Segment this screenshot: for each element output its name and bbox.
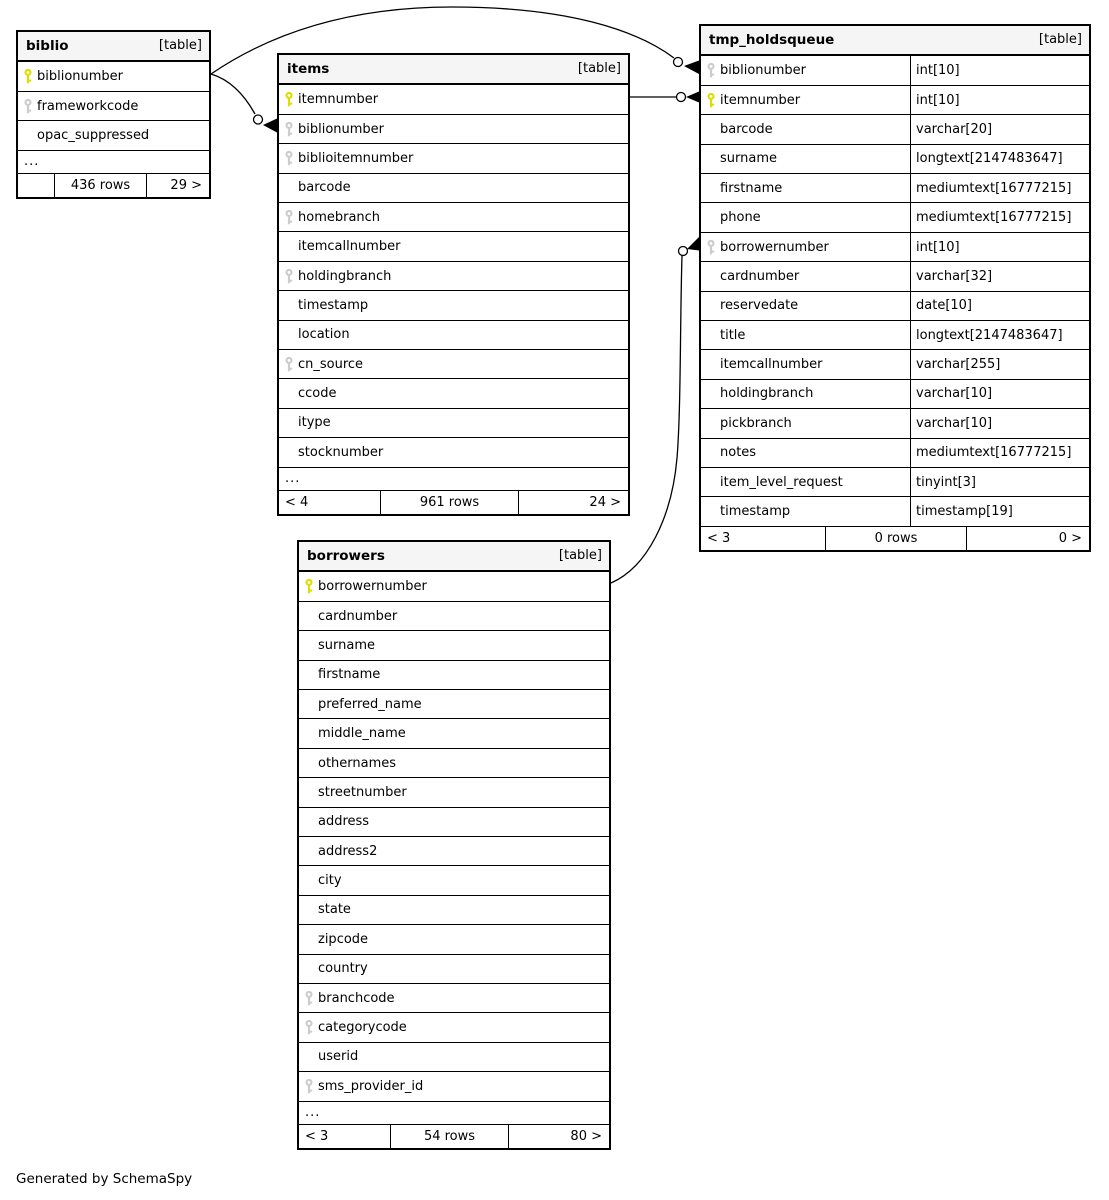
column-type: mediumtext[16777215] bbox=[910, 439, 1089, 467]
column-row-stocknumber[interactable] bbox=[279, 437, 628, 466]
column-name-cell bbox=[299, 749, 609, 777]
column-name: borrowernumber bbox=[318, 578, 427, 594]
row-count: 54 rows bbox=[390, 1125, 508, 1148]
column-row-itemcallnumber[interactable] bbox=[279, 231, 628, 260]
column-name: itemnumber bbox=[720, 92, 801, 108]
table-type-badge: [table] bbox=[577, 61, 621, 77]
column-type: int[10] bbox=[910, 56, 1089, 85]
column-name: stocknumber bbox=[298, 444, 384, 460]
table-borrowers bbox=[297, 540, 611, 1150]
column-row-country[interactable] bbox=[299, 954, 609, 983]
column-row-homebranch[interactable] bbox=[279, 202, 628, 231]
column-row-surname[interactable] bbox=[701, 144, 1089, 173]
column-name-cell bbox=[18, 121, 209, 149]
related-tables-prev[interactable]: < 4 bbox=[285, 494, 309, 510]
column-row-cardnumber[interactable] bbox=[299, 601, 609, 630]
column-name-cell bbox=[701, 262, 910, 290]
primary-key-icon bbox=[299, 578, 318, 595]
hidden-columns-ellipsis: ... bbox=[279, 467, 628, 490]
column-row-opac_suppressed[interactable] bbox=[18, 120, 209, 149]
column-row-barcode[interactable] bbox=[279, 173, 628, 202]
column-name-cell bbox=[279, 115, 628, 143]
column-name: timestamp bbox=[720, 504, 791, 520]
column-row-userid[interactable] bbox=[299, 1042, 609, 1071]
related-tables-prev[interactable] bbox=[18, 174, 54, 197]
column-row-sms_provider_id[interactable] bbox=[299, 1071, 609, 1100]
column-name: zipcode bbox=[318, 931, 369, 947]
crowfoot-marker bbox=[263, 119, 277, 133]
table-type-badge: [table] bbox=[158, 38, 202, 54]
column-name: city bbox=[318, 873, 342, 889]
column-name: frameworkcode bbox=[37, 98, 139, 114]
column-row-address[interactable] bbox=[299, 807, 609, 836]
column-name-cell bbox=[701, 468, 910, 496]
row-count: 436 rows bbox=[54, 174, 146, 197]
foreign-key-icon bbox=[701, 239, 720, 256]
column-list bbox=[279, 85, 628, 467]
column-row-biblioitemnumber[interactable] bbox=[279, 143, 628, 172]
column-name-cell bbox=[279, 262, 628, 290]
column-name: othernames bbox=[318, 755, 397, 771]
column-name-cell bbox=[701, 497, 910, 525]
primary-key-icon bbox=[18, 68, 37, 85]
column-name-cell bbox=[299, 1072, 609, 1100]
column-name: location bbox=[298, 327, 350, 343]
column-row-phone[interactable] bbox=[701, 202, 1089, 231]
column-name-cell bbox=[701, 86, 910, 114]
column-type: mediumtext[16777215] bbox=[910, 203, 1089, 231]
column-list bbox=[299, 572, 609, 1101]
column-type: int[10] bbox=[910, 86, 1089, 114]
column-name: sms_provider_id bbox=[318, 1078, 424, 1094]
column-name-cell bbox=[279, 379, 628, 407]
column-type: longtext[2147483647] bbox=[910, 145, 1089, 173]
column-type: varchar[255] bbox=[910, 350, 1089, 378]
table-header-tmp-holdsqueue[interactable] bbox=[701, 26, 1089, 56]
table-title[interactable]: items bbox=[287, 60, 330, 77]
column-list bbox=[18, 62, 209, 150]
column-name: preferred_name bbox=[318, 696, 422, 712]
foreign-key-icon bbox=[279, 209, 298, 226]
column-name-cell bbox=[701, 203, 910, 231]
table-footer bbox=[701, 526, 1089, 550]
fk-circle-marker bbox=[679, 247, 688, 256]
column-name-cell bbox=[299, 866, 609, 894]
column-name: streetnumber bbox=[318, 784, 407, 800]
column-name-cell bbox=[701, 56, 910, 85]
column-type: timestamp[19] bbox=[910, 497, 1089, 525]
table-type-badge: [table] bbox=[558, 548, 602, 564]
related-tables-next[interactable]: 29 > bbox=[146, 174, 209, 197]
column-name-cell bbox=[701, 439, 910, 467]
column-name-cell bbox=[299, 631, 609, 659]
column-type: date[10] bbox=[910, 292, 1089, 320]
column-name: itemnumber bbox=[298, 91, 379, 107]
column-name: biblioitemnumber bbox=[298, 150, 414, 166]
column-name: biblionumber bbox=[720, 62, 807, 78]
foreign-key-icon bbox=[279, 150, 298, 167]
column-name-cell bbox=[279, 438, 628, 466]
table-items bbox=[277, 53, 630, 516]
column-row-notes[interactable] bbox=[701, 438, 1089, 467]
column-row-cn_source[interactable] bbox=[279, 349, 628, 378]
fk-circle-marker bbox=[674, 58, 683, 67]
column-type: varchar[32] bbox=[910, 262, 1089, 290]
foreign-key-icon bbox=[299, 990, 318, 1007]
column-row-biblionumber[interactable] bbox=[701, 56, 1089, 85]
related-tables-prev[interactable]: < 3 bbox=[707, 530, 731, 546]
column-name-cell bbox=[299, 1013, 609, 1041]
column-name: barcode bbox=[298, 180, 351, 196]
column-type: varchar[20] bbox=[910, 115, 1089, 143]
column-name: phone bbox=[720, 210, 761, 226]
column-name: surname bbox=[720, 151, 777, 167]
foreign-key-icon bbox=[701, 62, 720, 79]
column-name-cell bbox=[701, 409, 910, 437]
column-name: holdingbranch bbox=[298, 268, 392, 284]
column-name-cell bbox=[279, 144, 628, 172]
column-row-item_level_request[interactable] bbox=[701, 467, 1089, 496]
column-row-borrowernumber[interactable] bbox=[701, 232, 1089, 261]
column-list bbox=[701, 56, 1089, 526]
column-row-cardnumber[interactable] bbox=[701, 261, 1089, 290]
primary-key-icon bbox=[701, 92, 720, 109]
column-name-cell bbox=[299, 837, 609, 865]
column-name: state bbox=[318, 902, 351, 918]
column-row-streetnumber[interactable] bbox=[299, 777, 609, 806]
column-name-cell bbox=[701, 174, 910, 202]
column-row-holdingbranch[interactable] bbox=[279, 261, 628, 290]
column-row-itemcallnumber[interactable] bbox=[701, 349, 1089, 378]
column-row-ccode[interactable] bbox=[279, 378, 628, 407]
column-name: ccode bbox=[298, 386, 337, 402]
column-row-middle_name[interactable] bbox=[299, 718, 609, 747]
column-row-itemnumber[interactable] bbox=[701, 85, 1089, 114]
column-name-cell bbox=[279, 174, 628, 202]
column-name: branchcode bbox=[318, 990, 395, 1006]
column-name: barcode bbox=[720, 121, 773, 137]
column-row-city[interactable] bbox=[299, 865, 609, 894]
column-name-cell bbox=[701, 321, 910, 349]
column-name: biblionumber bbox=[37, 68, 124, 84]
column-name: biblionumber bbox=[298, 121, 385, 137]
column-name-cell bbox=[701, 380, 910, 408]
row-count: 0 rows bbox=[825, 527, 966, 550]
foreign-key-icon bbox=[299, 1019, 318, 1036]
column-row-pickbranch[interactable] bbox=[701, 408, 1089, 437]
column-name: homebranch bbox=[298, 209, 381, 225]
column-type: mediumtext[16777215] bbox=[910, 174, 1089, 202]
column-name: country bbox=[318, 961, 368, 977]
column-name-cell bbox=[18, 92, 209, 120]
column-name: borrowernumber bbox=[720, 239, 829, 255]
related-tables-next[interactable]: 80 > bbox=[508, 1125, 609, 1148]
column-row-firstname[interactable] bbox=[299, 660, 609, 689]
column-row-address2[interactable] bbox=[299, 836, 609, 865]
column-row-timestamp[interactable] bbox=[701, 496, 1089, 525]
column-name-cell bbox=[279, 291, 628, 319]
column-name-cell bbox=[299, 925, 609, 953]
column-name-cell bbox=[299, 719, 609, 747]
fk-circle-marker bbox=[254, 115, 263, 124]
relationship-biblio-items bbox=[211, 74, 255, 114]
column-row-title[interactable] bbox=[701, 320, 1089, 349]
column-row-biblionumber[interactable] bbox=[18, 62, 209, 91]
column-row-firstname[interactable] bbox=[701, 173, 1089, 202]
table-type-badge: [table] bbox=[1038, 32, 1082, 48]
column-name: surname bbox=[318, 637, 375, 653]
column-name: cardnumber bbox=[318, 608, 398, 624]
column-name-cell bbox=[299, 955, 609, 983]
table-footer bbox=[18, 173, 209, 197]
column-name-cell bbox=[279, 85, 628, 114]
column-name: holdingbranch bbox=[720, 386, 814, 402]
column-type: varchar[10] bbox=[910, 380, 1089, 408]
column-row-branchcode[interactable] bbox=[299, 983, 609, 1012]
column-name: itemcallnumber bbox=[720, 357, 823, 373]
column-name-cell bbox=[701, 233, 910, 261]
column-name-cell bbox=[279, 203, 628, 231]
column-type: tinyint[3] bbox=[910, 468, 1089, 496]
column-name: middle_name bbox=[318, 726, 406, 742]
column-name-cell bbox=[299, 808, 609, 836]
foreign-key-icon bbox=[279, 356, 298, 373]
generated-by-note: Generated by SchemaSpy bbox=[16, 1171, 193, 1187]
column-name-cell bbox=[299, 984, 609, 1012]
column-row-barcode[interactable] bbox=[701, 114, 1089, 143]
column-row-surname[interactable] bbox=[299, 630, 609, 659]
column-name-cell bbox=[701, 145, 910, 173]
column-row-location[interactable] bbox=[279, 320, 628, 349]
table-title[interactable]: biblio bbox=[26, 37, 69, 54]
column-name-cell bbox=[299, 572, 609, 601]
table-biblio bbox=[16, 30, 211, 199]
column-row-zipcode[interactable] bbox=[299, 924, 609, 953]
column-name: notes bbox=[720, 445, 757, 461]
related-tables-prev[interactable]: < 3 bbox=[305, 1128, 329, 1144]
column-name: address2 bbox=[318, 843, 378, 859]
column-name: address bbox=[318, 814, 370, 830]
column-name-cell bbox=[701, 292, 910, 320]
table-tmp-holdsqueue bbox=[699, 24, 1091, 552]
column-type: varchar[10] bbox=[910, 409, 1089, 437]
table-title[interactable]: tmp_holdsqueue bbox=[709, 31, 835, 48]
column-row-othernames[interactable] bbox=[299, 748, 609, 777]
fk-circle-marker bbox=[677, 93, 686, 102]
table-footer bbox=[279, 490, 628, 514]
column-name: title bbox=[720, 327, 746, 343]
column-name: reservedate bbox=[720, 298, 799, 314]
column-row-biblionumber[interactable] bbox=[279, 114, 628, 143]
table-header-borrowers[interactable] bbox=[299, 542, 609, 572]
column-row-holdingbranch[interactable] bbox=[701, 379, 1089, 408]
column-name: firstname bbox=[318, 667, 381, 683]
primary-key-icon bbox=[279, 91, 298, 108]
column-name-cell bbox=[279, 409, 628, 437]
column-name-cell bbox=[701, 115, 910, 143]
column-type: int[10] bbox=[910, 233, 1089, 261]
column-name: timestamp bbox=[298, 297, 369, 313]
crowfoot-marker bbox=[687, 237, 699, 251]
column-name-cell bbox=[299, 602, 609, 630]
column-row-borrowernumber[interactable] bbox=[299, 572, 609, 601]
column-name-cell bbox=[299, 690, 609, 718]
column-name: item_level_request bbox=[720, 474, 843, 490]
crowfoot-marker bbox=[686, 92, 699, 103]
row-count: 961 rows bbox=[380, 491, 518, 514]
column-row-reservedate[interactable] bbox=[701, 291, 1089, 320]
column-row-itemnumber[interactable] bbox=[279, 85, 628, 114]
related-tables-next[interactable]: 0 > bbox=[966, 527, 1089, 550]
column-name-cell bbox=[299, 1043, 609, 1071]
table-header-biblio[interactable] bbox=[18, 32, 209, 62]
table-footer bbox=[299, 1124, 609, 1148]
column-row-preferred_name[interactable] bbox=[299, 689, 609, 718]
column-name: itemcallnumber bbox=[298, 239, 401, 255]
foreign-key-icon bbox=[279, 268, 298, 285]
hidden-columns-ellipsis: ... bbox=[299, 1101, 609, 1124]
column-name-cell bbox=[18, 62, 209, 91]
foreign-key-icon bbox=[299, 1078, 318, 1095]
column-name: categorycode bbox=[318, 1020, 407, 1036]
column-name: userid bbox=[318, 1049, 359, 1065]
related-tables-next[interactable]: 24 > bbox=[518, 491, 628, 514]
foreign-key-icon bbox=[18, 98, 37, 115]
table-title[interactable]: borrowers bbox=[307, 547, 385, 564]
hidden-columns-ellipsis: ... bbox=[18, 150, 209, 173]
column-name: opac_suppressed bbox=[37, 127, 150, 143]
column-name-cell bbox=[299, 661, 609, 689]
foreign-key-icon bbox=[279, 121, 298, 138]
column-name-cell bbox=[299, 778, 609, 806]
column-row-categorycode[interactable] bbox=[299, 1012, 609, 1041]
column-name-cell bbox=[279, 232, 628, 260]
column-name: pickbranch bbox=[720, 415, 792, 431]
column-row-itype[interactable] bbox=[279, 408, 628, 437]
crowfoot-marker bbox=[684, 61, 699, 75]
column-name: cn_source bbox=[298, 356, 364, 372]
column-name: cardnumber bbox=[720, 268, 800, 284]
column-name: firstname bbox=[720, 180, 783, 196]
column-name: itype bbox=[298, 415, 331, 431]
column-name-cell bbox=[279, 321, 628, 349]
column-row-timestamp[interactable] bbox=[279, 290, 628, 319]
column-type: longtext[2147483647] bbox=[910, 321, 1089, 349]
column-name-cell bbox=[701, 350, 910, 378]
column-row-frameworkcode[interactable] bbox=[18, 91, 209, 120]
column-name-cell bbox=[279, 350, 628, 378]
table-header-items[interactable] bbox=[279, 55, 628, 85]
column-name-cell bbox=[299, 896, 609, 924]
column-row-state[interactable] bbox=[299, 895, 609, 924]
